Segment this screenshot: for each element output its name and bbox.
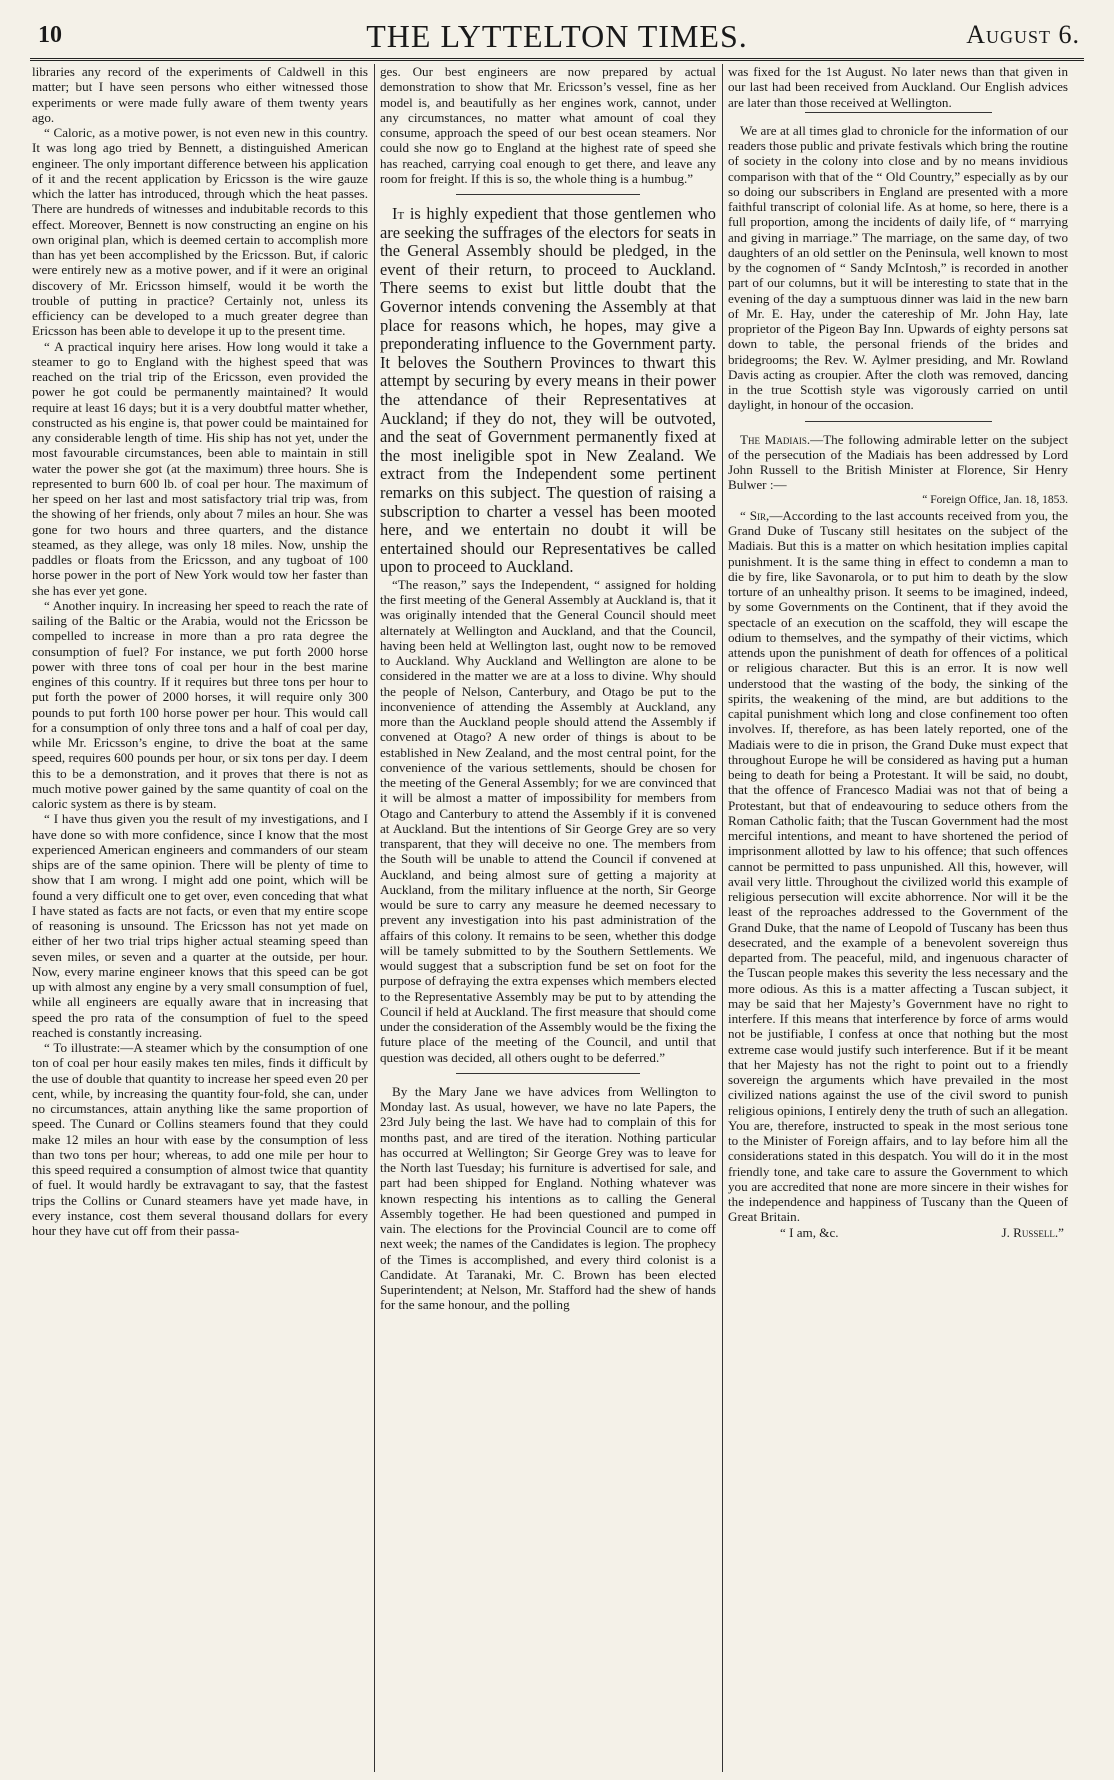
article-divider [456, 1073, 641, 1074]
drop-word: It [392, 204, 405, 223]
letter-dateline: “ Foreign Office, Jan. 18, 1853. [922, 493, 1068, 506]
column-3 [728, 64, 1068, 1772]
paragraph: “The reason,” says the Independent, “ assigned for holding the first meeting of the General Assembly at Auckland is, that it was originally intended that the General Council should meet alternately at Wellington and Auckland, and that the Council, having been held at Wellington last, ought now to be removed to Auckland. Why Auckland and Wellington are alone to be considered in the matter we are at a loss to divine. Why should the people of Nelson, Canterbury, and Otago be put to the inconvenience of attending the Assembly at Auckland, any more than the Auckland people should attend the Assembly if convened at Otago? A new order of things is about to be established in New Zealand, and the most central point, for the convenience of the various settlements, should be chosen for the meeting of the General Assembly; for we are convinced that it will be almost a matter of impossibility for members from Otago and Canterbury to attend the Assembly if it is convened at Auckland. But the intentions of Sir George Grey are so very transparent, that they will deceive no one. The members from the South will be unable to attend the Council if convened at Auckland, and being almost sure of getting a majority at Auckland, from the military influence at the north, Sir George would be sure to carry any measure he deemed necessary to prevent any investigation into his past administration of the affairs of this colony. It remains to be seen, whether this dodge will be tamely submitted to by the Southern Settlements. We would suggest that a subscription fund be set on foot for the purpose of defraying the extra expenses which members elected to the Representative Assembly may be put to by attending the Council if held at Auckland. The first measure that should come under the consideration of the Assembly would be the fixing the future place of the meeting of the Council, and until that question was decided, all others ought to be deferred.” [380, 576, 716, 1065]
article-divider [456, 194, 641, 195]
column-2 [380, 64, 716, 1772]
article-intro-text: —The following admirable letter on the subject of the persecution of the Madiais has been addressed by Lord John Russell to the British Minister at Florence, Sir Henry Bulwer :— [728, 431, 1068, 493]
page-number: 10 [38, 22, 62, 48]
paragraph: By the Mary Jane we have advices from Wellington to Monday last. As usual, however, we have no late Papers, the 23rd July being the last. We have had to complain of this for months past, and are tired of the iteration. Nothing particular has occurred at Wellington; Sir George Grey was to leave for the North last Tuesday; his furniture is advertised for sale, and part had been shipped for England. Nothing whatever was known respecting his intentions as to calling the General Assembly together. He had been questioned and pumped in vain. The elections for the Provincial Council are to come off next week; the names of the Candidates is legion. The prophecy of the Times is accomplished, and every third colonist is a Candidate. At Taranaki, Mr. C. Brown has been elected Superintendent; at Nelson, Mr. Stafford had the shew of hands for the same honour, and the polling [380, 1083, 716, 1313]
article-divider [805, 112, 992, 113]
paragraph: was fixed for the 1st August. No later news than that given in our last had been received from Auckland. Our English advices are later than those received at Wellington. [728, 64, 1068, 110]
article-intro [728, 432, 1068, 493]
column-1 [32, 64, 368, 1772]
article-divider [805, 421, 992, 422]
page-header [30, 14, 1084, 61]
letter-closing: “ I am, &c. [780, 1224, 839, 1240]
issue-date: August 6. [966, 20, 1080, 49]
column-rule [722, 64, 723, 1772]
editorial-text: is highly expedient that those gentlemen who are seeking the suffrages of the electors for seats in the General Assembly should be pledged, in the event of their return, to proceed to Auckland. There seems to exist but little doubt that the Governor intends convening the Assembly at that place for reasons which, he hopes, may give a preponderating influence to the Government party. It beloves the Southern Provinces to thwart this attempt by securing by every means in their power the attendance of their Representatives at Auckland; if they do not, they will be outvoted, and the seat of Government permanently fixed at the most ineligible spot in New Zealand. We extract from the Independent some pertinent remarks on this subject. The question of raising a subscription to charter a vessel has been mooted here, and we entertain no doubt it will be entertained should our Representatives be called upon to proceed to Auckland. [380, 204, 716, 577]
paragraph: ges. Our best engineers are now prepared by actual demonstration to show that Mr. Ericsson’s vessel, fine as her model is, and beautifully as her engines work, cannot, under any circumstances, no matter what amount of coal they consume, approach the speed of our best ocean steamers. Nor could she now go to England at the highest rate of speed she has reached, carrying coal enough to get there, and leave any room for freight. If this is so, the whole thing is a humbug.” [380, 64, 716, 186]
paragraph: libraries any record of the experiments of Caldwell in this matter; but I have seen persons who either witnessed those experiments or were made fully aware of them twenty years ago. [32, 64, 368, 125]
article-heading: The Madiais. [740, 431, 811, 447]
letter-body [728, 508, 1068, 1225]
column-rule [374, 64, 375, 1772]
paragraph: “ A practical inquiry here arises. How long would it take a steamer to go to England with the highest speed that was reached on the trial trip of the Ericsson, even provided the power he got could be permanently maintained? It would require at least 16 days; but it is a very doubtful matter whether, constructed as his engine is, that power could be maintained for any considerable length of time. His ship has not yet, under the most favourable circumstances, been able to maintain in still water the power she got (at the maximum) three hours. She is represented to burn 600 lb. of coal per hour. The maximum of her speed on her last and most satisfactory trial trip was, from the showing of her friends, only about 7 miles an hour. She was gone for two hours and three quarters, and the distance steamed, as they allege, was only 18 miles. Now, unship the paddles or floats from the Ericsson, and any tugboat of 100 horse power in the port of New York would tow her faster than she has ever yet gone. [32, 338, 368, 598]
paragraph: We are at all times glad to chronicle for the information of our readers those public and private festivals which bring the routine of society in the colony into close and by no means invidious comparison with that of the “ Old Country,” especially as by our so doing our subscribers in England are presented with a more faithful transcript of colonial life. As at home, so here, there is a full proportion, among the incidents of daily life, of “ marrying and giving in marriage.” The marriage, on the same day, of two daughters of an old settler on the Peninsula, well known to most by the cognomen of “ Sandy McIntosh,” is recorded in another part of our columns, but it will be interesting to state that in the evening of the day a sumptuous dinner was laid in the new barn of Mr. E. Hay, under the catereship of Mr. John Hay, late proprietor of the Pigeon Bay Inn. Upwards of eighty persons sat down to table, the personal friends of the brides and bridegrooms; the Rev. W. Aylmer presiding, and Mr. Rowland Davis acting as croupier. After the cloth was removed, dancing in the true Scottish style was vigorously carried on until daylight, in honour of the occasion. [728, 122, 1068, 413]
letter-signoff [728, 1225, 1068, 1240]
letter-salutation: “ Sir, [740, 507, 770, 523]
paragraph: “ I have thus given you the result of my investigations, and I have done so with more confidence, since I know that the most experienced American engineers and commanders of our steam ships are of the same opinion. There will be plenty of time to show that I am wrong. I might add one point, which will be found a very difficult one to get over, even conceding that what I have stated as facts are not facts, or even that my entire scope of reasoning is unsound. The Ericsson has not yet made on either of her two trial trips higher actual steaming speed than seven miles, or seven and a quarter at the outside, per hour. Now, every marine engineer knows that this speed can be got up with almost any engine by a very small consumption of fuel, while all engineers are equally aware that in increasing that speed the pro rata of the consumption of fuel to the speed reached is constantly increasing. [32, 811, 368, 1040]
letter-text: —According to the last accounts received from you, the Grand Duke of Tuscany still hesitates on the subject of the Madiais. But this is a matter on which hesitation implies capital punishment. It is the same thing in effect to condemn a man to die by fire, like Savonarola, or to put him to death by the slow torture of an unhealthy prison. It seems to be imagined, indeed, by some Governments on the Continent, that if they avoid the spectacle of an execution on the scaffold, they will escape the odium to themselves, and the sympathy of their victims, which attends upon the punishment of death for offences of a political or religious character. But this is an error. It is now well understood that the wasting of the body, the sinking of the spirits, the weakening of the mind, are but additions to the capital punishment which long and close confinement too often involves. If, therefore, as has been lately reported, one of the Madiais were to die in prison, the Grand Duke must expect that throughout Europe he will be considered as having put a human being to death for being a Protestant. It will be said, no doubt, that the offence of Francesco Madiai was not that of being a Protestant, but that of endeavouring to seduce others from the Roman Catholic faith; that the Tuscan Government had the most merciful intentions, and meant to have shortened the period of imprisonment allotted by law to his offence; that such offences cannot be permitted to pass unpunished. All this, however, will avail very little. Throughout the civilized world this example of religious persecution will excite abhorrence. Nor will it be the least of the reproaches addressed to the Government of the Grand Duke, that the name of Leopold of Tuscany has been thus desecrated, and the example of a benevolent sovereign thus departed from. The peaceful, mild, and ingenuous character of the Tuscan people makes this severity the less necessary and the more odious. As this is a matter affecting a Tuscan subject, it may be said that her Majesty’s Government have no right to interfere. If this means that interference by force of arms would not be justifiable, I confess at once that nothing but the most extreme case would justify such interference. But if it be meant that her Majesty has not the right to point out to a friendly sovereign the arguments which have prevailed in the most civilized nations against the use of the civil sword to punish religious opinions, I entirely deny the truth of such an allegation. You are, therefore, instructed to speak in the most serious tone to the Minister of Foreign affairs, and to lay before him all the considerations stated in this despatch. You will do it in the most friendly tone, and take care to assure the Government to which you are accredited that none are more sincere in their wishes for the independence and happiness of Tuscany than the Queen of Great Britain. [728, 507, 1068, 1225]
editorial-paragraph [380, 205, 716, 577]
masthead-title: THE LYTTELTON TIMES. [366, 18, 748, 54]
letter-signature: J. Russell.” [1001, 1224, 1064, 1240]
paragraph: “ To illustrate:—A steamer which by the consumption of one ton of coal per hour easily makes ten miles, finds it difficult by the use of double that quantity to increase her speed even 20 per cent, while, by increasing the quantity four-fold, she can, under no circumstances, attain anything like the same proportion of speed. The Cunard or Collins steamers found that they could make 12 miles an hour with ease by the consumption of less than two tons per hour; whereas, to add one mile per hour to this speed required a consumption of almost twice that quantity of fuel. It would hardly be extravagant to say, that the fastest trips the Collins or Cunard steamers have yet made have, in every instance, cost them several thousand dollars for every hour they have cut off from their passa- [32, 1040, 368, 1238]
paragraph: “ Caloric, as a motive power, is not even new in this country. It was long ago tried by Bennett, a distinguished American engineer. The only important difference between his application of it and the recent application by Ericsson is the wire gauze which the latter has introduced, through which the heat passes. There are hundreds of witnesses and indubitable records to this effect. Moreover, Bennett is now constructing an engine on his own original plan, which is deemed certain to accomplish more than has yet been accomplished by the Ericsson. But, if caloric were entirely new as a motive power, and if it were an original discovery of Mr. Ericsson himself, would it be worth the trouble of putting in practice? Certainly not, unless its efficiency can be developed to a much greater degree than Ericsson has been able to develope it up to the present time. [32, 125, 368, 339]
paragraph: “ Another inquiry. In increasing her speed to reach the rate of sailing of the Baltic or the Arabia, would not the Ericsson be compelled to increase in more than a pro rata degree the consumption of fuel? For instance, we put forth 2000 horse power with three tons of coal per hour in the best marine engines of this country. If it requires but three tons per hour to put forth the power of 2000 horses, it will require only 300 pounds to put forth 100 horse power per hour. This would call for a consumption of only three tons and a half of coal per day, while Mr. Ericsson’s engine, to drive the boat at the same speed, requires 600 pounds per hour, or six tons per day. I deem this to be a demonstration, and it proves that there is not as much motive power gained by the same quantity of coal on the caloric system as there is by steam. [32, 597, 368, 811]
